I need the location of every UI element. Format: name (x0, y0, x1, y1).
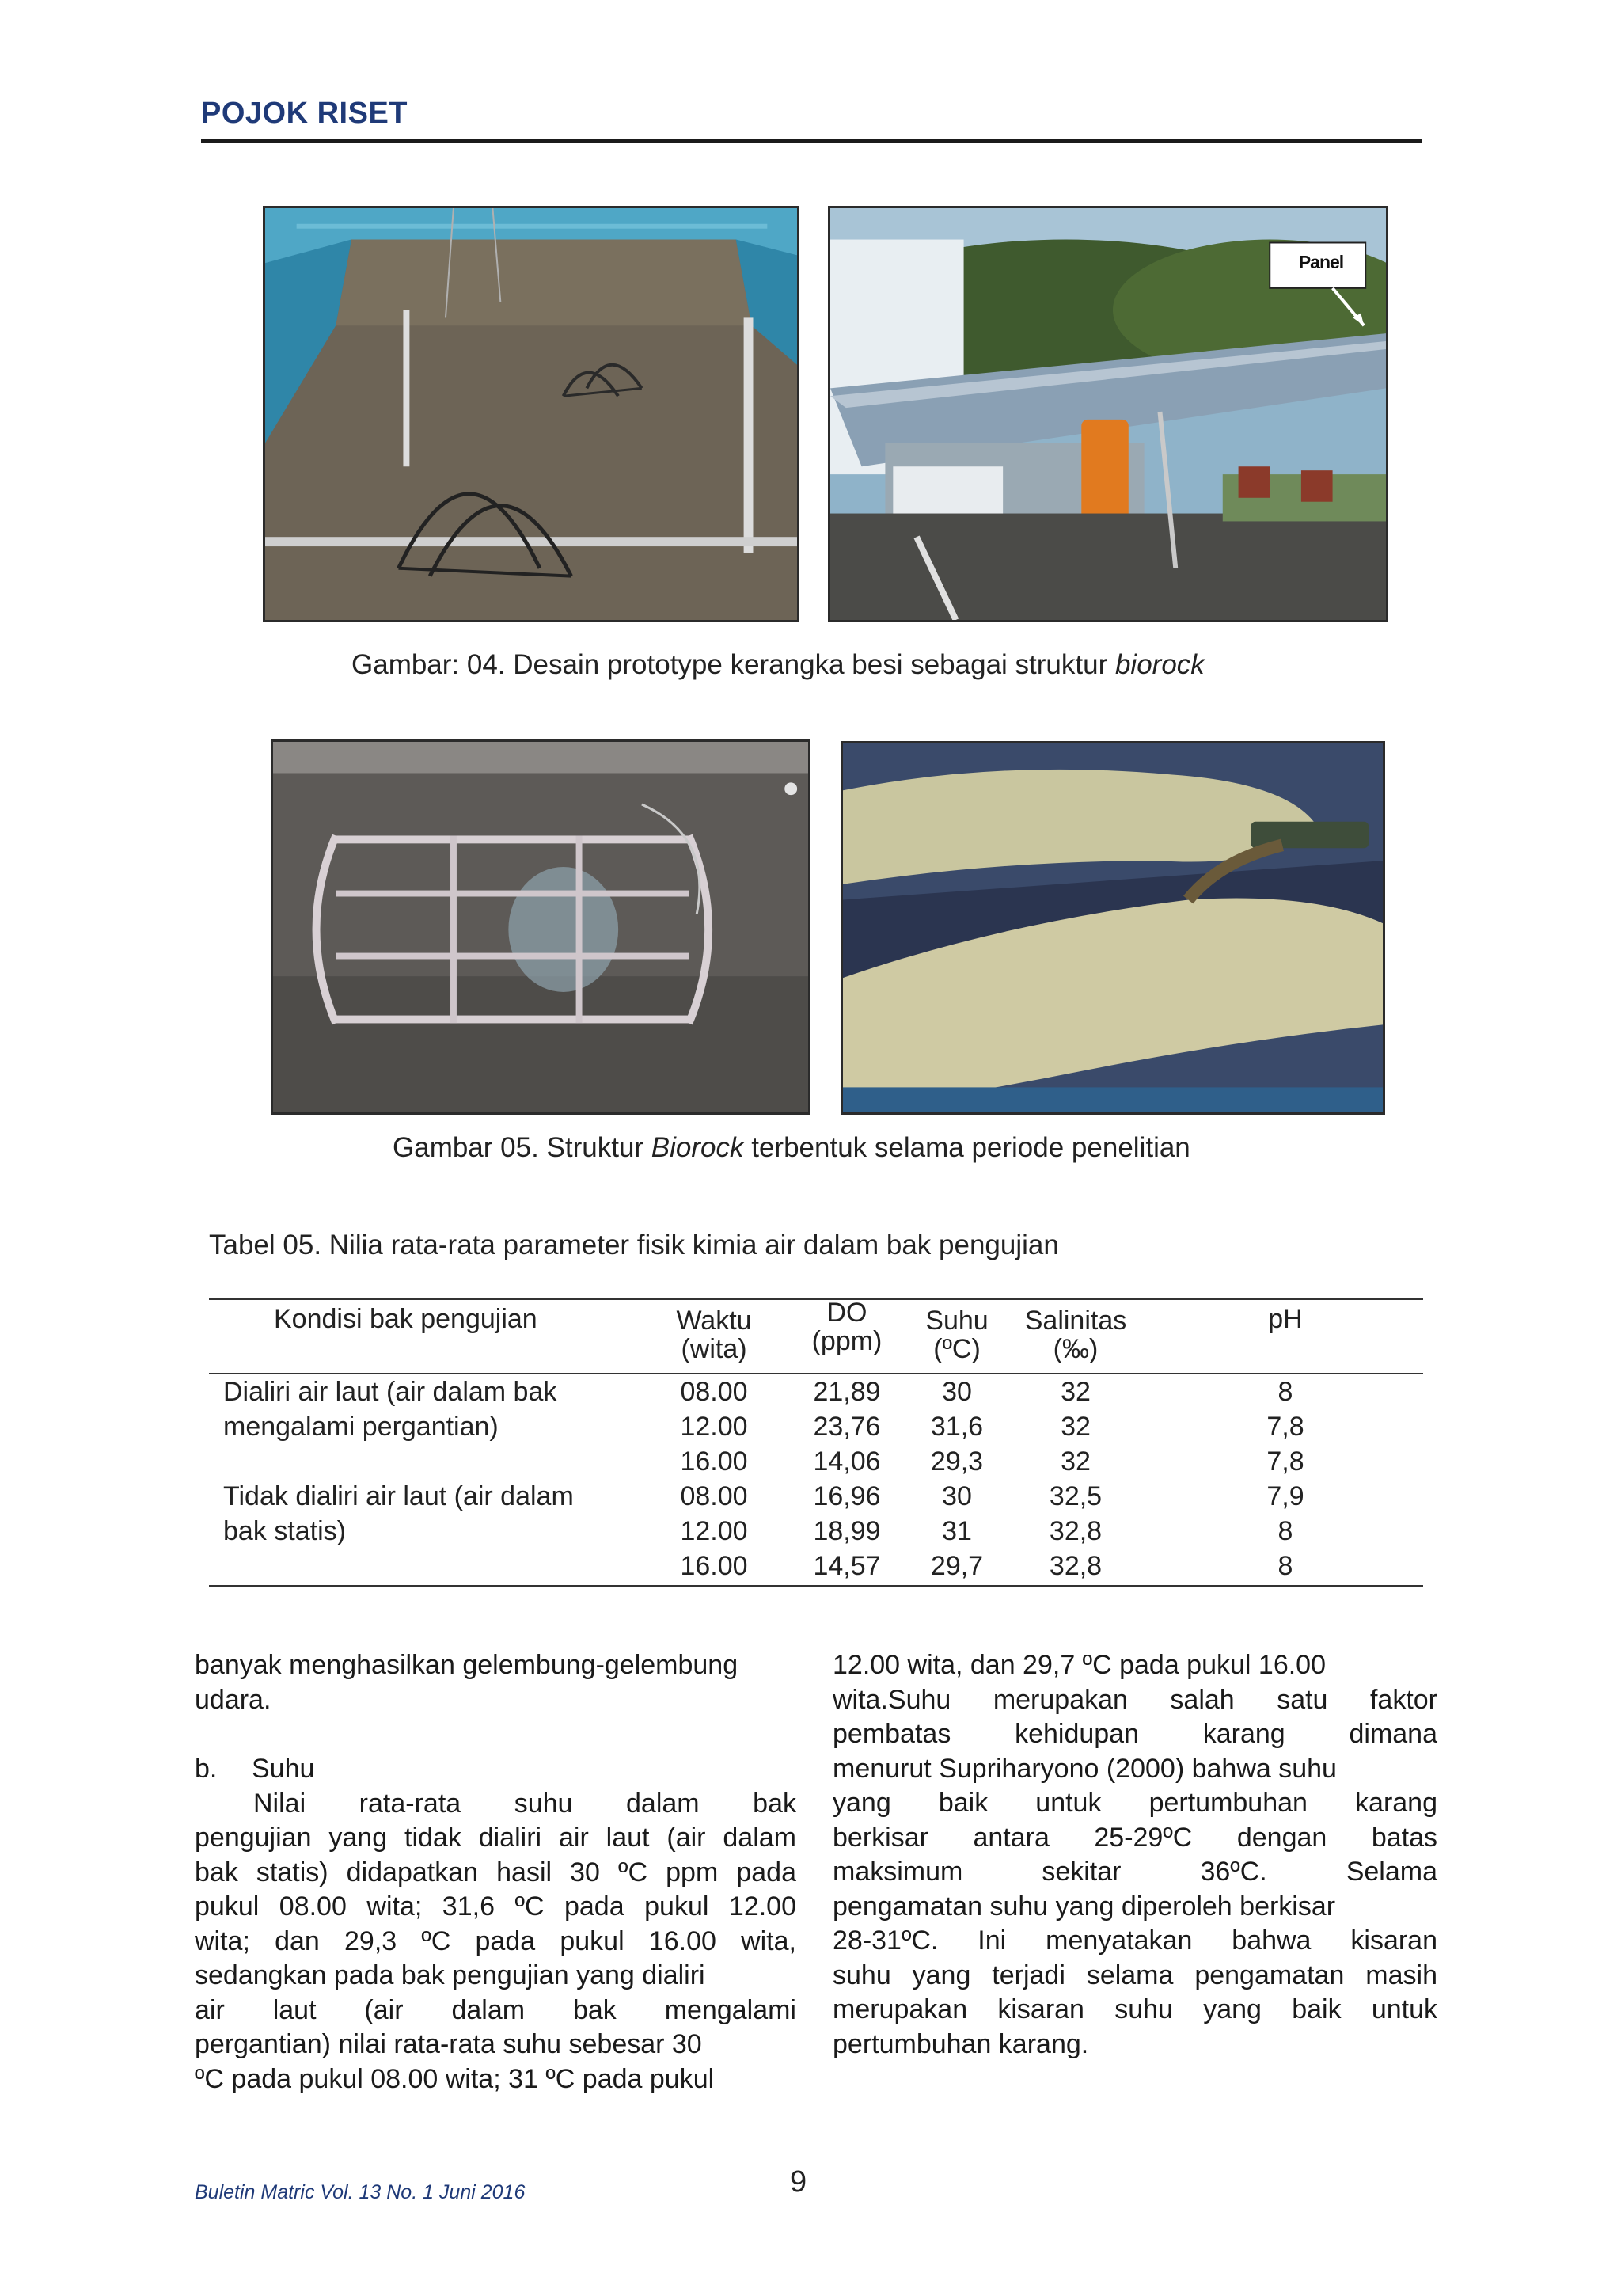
table-cell: 31,6 (930, 1412, 984, 1442)
text-line: wita; dan 29,3 ºC pada pukul 16.00 wita, (195, 1925, 796, 1956)
header-rule (201, 139, 1422, 143)
text-line: pertumbuhan karang. (833, 2028, 1089, 2059)
text-line: udara. (195, 1684, 271, 1715)
page-number: 9 (790, 2165, 807, 2199)
table-cell: 14,06 (813, 1446, 881, 1477)
table-cell: 32 (1061, 1446, 1091, 1477)
table-cell: 7,8 (1266, 1446, 1304, 1477)
table-cell: 7,8 (1266, 1412, 1304, 1442)
table-cell: 14,57 (813, 1551, 881, 1581)
text-line: merupakan kisaran suhu yang baik untuk (833, 1994, 1437, 2024)
table-cell: 32 (1061, 1377, 1091, 1407)
kondisi-tidak-dialiri: Tidak dialiri air laut (air dalam bak statis) (223, 1481, 574, 1546)
figure05-caption (393, 1132, 1190, 1164)
text-line: 28-31ºC. Ini menyatakan bahwa kisaran (833, 1925, 1437, 1956)
figure05-caption-italic: Biorock (651, 1132, 744, 1163)
table-cell: 08.00 (680, 1481, 748, 1511)
table-cell: 30 (942, 1481, 972, 1511)
text-line: menurut Supriharyono (2000) bahwa suhu (833, 1753, 1337, 1784)
table-cell: 16.00 (680, 1551, 748, 1581)
figure05-caption-suffix: terbentuk selama periode penelitian (743, 1132, 1190, 1163)
text-line: air laut (air dalam bak mengalami (195, 1994, 796, 2025)
table-cell: 12.00 (680, 1412, 748, 1442)
table-cell: 16,96 (813, 1481, 881, 1511)
text-line: maksimum sekitar 36ºC. Selama (833, 1857, 1437, 1887)
table-cell: 8 (1277, 1377, 1293, 1407)
table-cell: 32 (1061, 1412, 1091, 1442)
text-line: ºC pada pukul 08.00 wita; 31 ºC pada pukul (195, 2063, 715, 2094)
table-cell: 08.00 (680, 1377, 748, 1407)
table-cell: 18,99 (813, 1516, 881, 1546)
table-cell: 16.00 (680, 1446, 748, 1477)
text-line: pukul 08.00 wita; 31,6 ºC pada pukul 12.00 (195, 1891, 796, 1922)
text-line: pergantian) nilai rata-rata suhu sebesar 30 (195, 2029, 702, 2059)
text-line: banyak menghasilkan gelembung-gelembung (195, 1650, 738, 1680)
header-kondisi: Kondisi bak pengujian (274, 1304, 537, 1334)
section-heading (195, 1752, 796, 1787)
table-cell: 30 (942, 1377, 972, 1407)
table-cell: 8 (1277, 1551, 1293, 1581)
figure05-photo-biorock (841, 741, 1385, 1115)
section-title: Suhu (252, 1754, 315, 1784)
text-line: pembatas kehidupan karang dimana (833, 1719, 1437, 1749)
table-cell: 7,9 (1266, 1481, 1304, 1511)
table-cell: 12.00 (680, 1516, 748, 1546)
body-left-column (195, 1648, 796, 2096)
header-salinitas: Salinitas (‰) (1024, 1306, 1127, 1364)
text-line: sedangkan pada bak pengujian yang dialiri (195, 1960, 705, 1990)
body-right-column (833, 1648, 1437, 2062)
table-cell: 8 (1277, 1516, 1293, 1546)
table-cell: 32,8 (1049, 1516, 1103, 1546)
header-waktu: Waktu (wita) (676, 1306, 752, 1364)
kondisi-dialiri: Dialiri air laut (air dalam bak mengalami pergantian) (223, 1377, 557, 1442)
table-cell: 21,89 (813, 1377, 881, 1407)
text-line: Nilai rata-rata suhu dalam bak (253, 1788, 796, 1819)
section-label: b. (195, 1754, 218, 1784)
figure04-caption-text: Gambar: 04. Desain prototype kerangka besi sebagai struktur (351, 649, 1115, 680)
header-ph: pH (1268, 1304, 1303, 1334)
table-cell: 29,7 (930, 1551, 984, 1581)
text-line: suhu yang terjadi selama pengamatan masih (833, 1960, 1437, 1990)
table-cell: 31 (942, 1516, 972, 1546)
text-line: 12.00 wita, dan 29,7 ºC pada pukul 16.00 (833, 1650, 1326, 1680)
panel-label: Panel (1298, 252, 1344, 272)
footer-journal: Buletin Matric Vol. 13 No. 1 Juni 2016 (195, 2181, 526, 2203)
header-suhu: Suhu (ºC) (925, 1306, 989, 1364)
table05 (209, 1298, 1423, 1587)
figure04-caption-italic: biorock (1114, 649, 1205, 680)
table-bottom-rule (209, 1585, 1423, 1587)
text-line: pengamatan suhu yang diperoleh berkisar (833, 1891, 1336, 1922)
figure04-photo-tank (263, 206, 799, 622)
table05-caption: Tabel 05. Nilia rata-rata parameter fisik kimia air dalam bak pengujian (209, 1230, 1059, 1260)
text-line: berkisar antara 25-29ºC dengan batas (833, 1822, 1437, 1853)
text-line: pengujian yang tidak dialiri air laut (air dalam (195, 1823, 796, 1853)
table-cell: 32,5 (1049, 1481, 1103, 1511)
figure04-caption (351, 649, 1205, 681)
table-cell: 29,3 (930, 1446, 984, 1477)
text-line: yang baik untuk pertumbuhan karang (833, 1788, 1437, 1818)
running-header: POJOK RISET (201, 97, 408, 130)
figure05-caption-text: Gambar 05. Struktur (393, 1132, 651, 1163)
header-do: DO (ppm) (811, 1298, 883, 1356)
figure05-photo-cage (271, 739, 810, 1115)
text-line: bak statis) didapatkan hasil 30 ºC ppm pada (195, 1857, 796, 1887)
table-cell: 32,8 (1049, 1551, 1103, 1581)
table-cell: 23,76 (813, 1412, 881, 1442)
text-line: wita.Suhu merupakan salah satu faktor (833, 1684, 1437, 1715)
